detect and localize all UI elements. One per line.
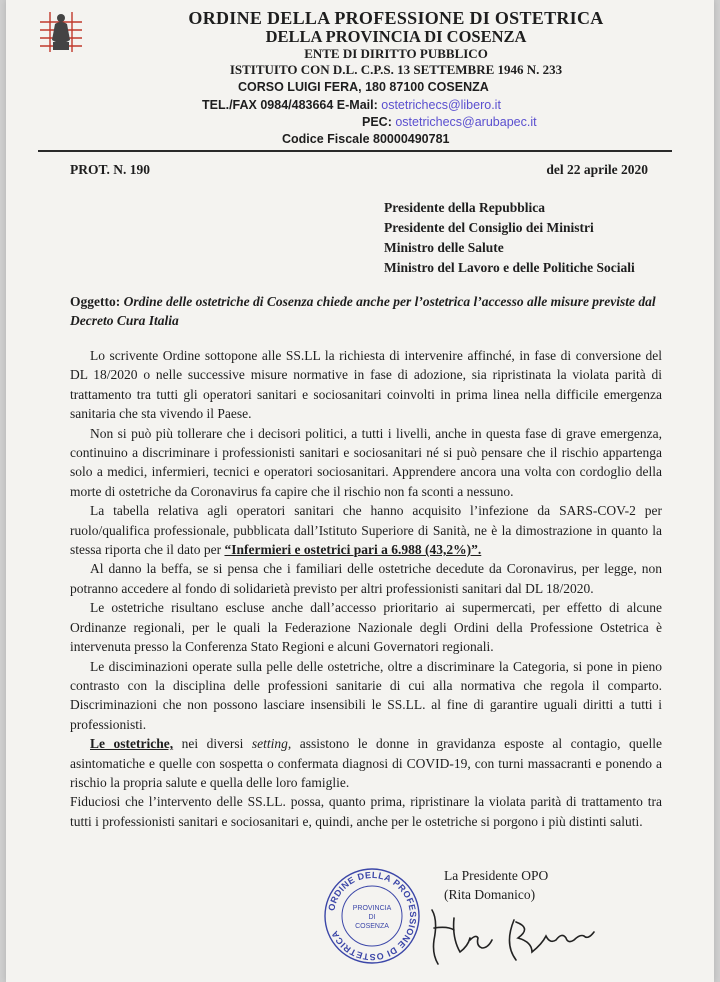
recipient: Presidente della Repubblica [384, 200, 546, 215]
recipients-block [384, 198, 635, 278]
stamp-center-line: PROVINCIA [352, 905, 392, 912]
body-highlight: Le ostetriche, [90, 736, 174, 752]
email-link[interactable]: ostetrichecs@libero.it [381, 98, 501, 112]
header-contacts [202, 98, 501, 112]
header-address: CORSO LUIGI FERA, 180 87100 COSENZA [238, 80, 489, 94]
subject-label: Oggetto: [70, 294, 124, 309]
recipient: Ministro delle Salute [384, 240, 504, 255]
body-text: nei diversi [173, 736, 252, 752]
order-logo-icon [36, 8, 86, 56]
stamp-center-line: DI [368, 914, 376, 921]
header-divider [38, 150, 672, 152]
body-paragraph: Non si può più tollerare che i decisori politici, a tutti i livelli, anche in questa fase di grave emergenza, continuino a discriminare i professionisti sanitari e sociosanitari né si può pensare che il rischio appartenga solo a medici, infermieri, tecnici e operatori sociosanitari. Apprendere ancora una volta con cordoglio della morte di ostetriche da Coronavirus fa capire che il rischio non fa sconti a nessuno. [70, 425, 662, 499]
body-paragraph [70, 734, 662, 792]
letter-page [6, 0, 714, 982]
header-org-name: ORDINE DELLA PROFESSIONE DI OSTETRICA [188, 8, 604, 28]
body-paragraph: Lo scrivente Ordine sottopone alle SS.LL la richiesta di intervenire affinché, in fase di conversione del DL 18/2020 o nelle successive misure normative in fase di adozione, sia ripristinata la violata parità di trattamento tra tutti gli operatori sanitari e sociosanitari coinvolti in prima linea nella difficile emergenza sanitaria che sta vivendo il Paese. [70, 348, 662, 422]
body-italic: setting, [251, 736, 292, 752]
pec-link[interactable]: ostetrichecs@arubapec.it [395, 115, 537, 129]
body-paragraph: Le disciminazioni operate sulla pelle delle ostetriche, oltre a discriminare la Categoria, si pone in pieno contrasto con la disciplina delle professioni sanitarie di cui alla normativa che regola il comparto. Discriminazioni che non possono lasciare insensibili le SS.LL. al fine di garantire uguali diritti a tutti i professionisti. [70, 658, 662, 732]
recipient: Ministro del Lavoro e delle Politiche Sociali [384, 260, 635, 275]
protocol-number: PROT. N. 190 [70, 162, 150, 177]
header-pec [362, 115, 537, 129]
body-text: assistono le donne in gravidanza esposte al contagio, quelle asintomatiche e quelle con sospetta o confermata diagnosi di COVID-19, con turni massacranti e ponendo a rischio la propria salute e quella delle loro famiglie. [70, 736, 662, 790]
letter-date: del 22 aprile 2020 [546, 162, 648, 177]
body-paragraph: Fiduciosi che l’intervento delle SS.LL. possa, quanto prima, ripristinare la violata parità di trattamento tra tutti i professionisti sanitari e sociosanitari e, quindi, anche per le ostetriche si porgono i più distinti saluti. [70, 794, 662, 829]
header-institution: ISTITUITO CON D.L. C.P.S. 13 SETTEMBRE 1946 N. 233 [229, 62, 563, 77]
official-stamp [322, 866, 422, 966]
header-province: DELLA PROVINCIA DI COSENZA [265, 27, 527, 46]
pec-label: PEC: [362, 115, 396, 129]
handwritten-signature [424, 900, 624, 970]
header-entity-type: ENTE DI DIRITTO PUBBLICO [304, 46, 488, 61]
letter-body [70, 346, 662, 831]
body-paragraph: Le ostetriche risultano escluse anche dall’accesso prioritario ai supermercati, per effetto di alcune Ordinanze regionali, per le quali la Federazione Nazionale degli Ordini della Professione Ostetrica è intervenuta presso la Conferenza Stato Regioni e alcuni Governatori regionali. [70, 600, 662, 655]
header-fiscal-code: Codice Fiscale 80000490781 [282, 132, 450, 146]
subject-text: Ordine delle ostetriche di Cosenza chiede anche per l’ostetrica l’accesso alle misure previste dal Decreto Cura Italia [70, 294, 656, 328]
signature-block [444, 866, 548, 904]
body-highlight: “Infermieri e ostetrici pari a 6.988 (43,2%)”. [224, 542, 482, 558]
stamp-ring-text: ORDINE DELLA PROFESSIONE DI OSTETRICA [326, 869, 419, 963]
stamp-center-line: COSENZA [355, 923, 389, 930]
body-paragraph: Al danno la beffa, se si pensa che i familiari delle ostetriche decedute da Coronavirus, per legge, non potranno accedere al fondo di solidarietà previsto per altri professionisti sanitari dal DL 18/2020. [70, 561, 662, 596]
signer-title: La Presidente OPO [444, 868, 549, 883]
tel-label: TEL./FAX 0984/483664 E-Mail: [202, 98, 382, 112]
recipient: Presidente del Consiglio dei Ministri [384, 220, 594, 235]
body-paragraph [70, 501, 662, 559]
body-text: La tabella relativa agli operatori sanitari che hanno acquisito l’infezione da SARS-COV-2 per ruolo/qualifica professionale, pubblicata dall’Istituto Superiore di Sanità, ne è la dimostrazione in quanto la stessa riporta che il dato per [70, 503, 662, 558]
signer-name: (Rita Domanico) [444, 887, 536, 902]
subject-line [70, 292, 662, 330]
